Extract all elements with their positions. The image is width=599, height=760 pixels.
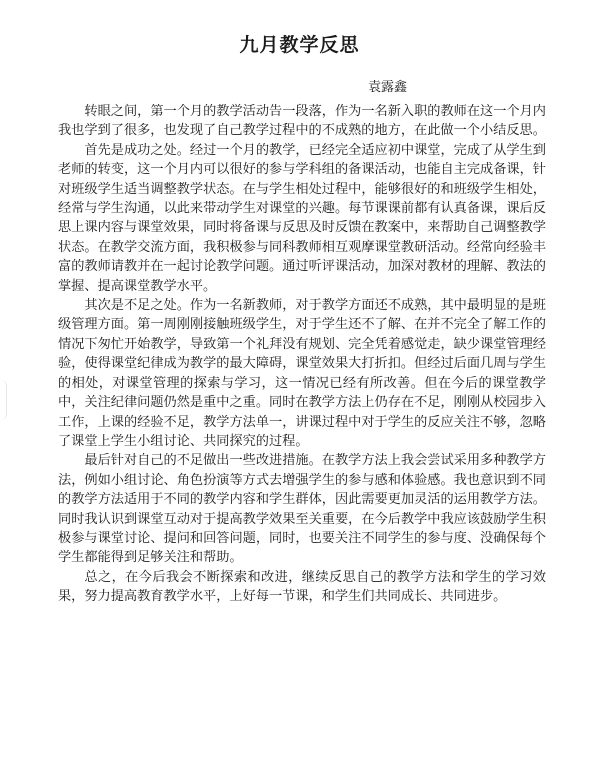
document-title: 九月教学反思 — [239, 34, 360, 56]
document-author: 袁露鑫 — [368, 80, 408, 95]
paragraph-improvements: 最后针对自己的不足做出一些改进措施。在教学方法上我会尝试采用多种教学方法，例如小组讨论、角色扮演等方式去增强学生的参与感和体验感。我也意识到不同的教学方法适用于不同的教学内容和学生群体，因此需要更加灵活的运用教学方法。同时我认识到课堂互动对于提高教学效果至关重要，在今后教学中我应该鼓励学生积极参与课堂讨论、提问和回答问题，同时，也要关注不同学生的参与度、没确保每个学生都能得到足够关注和帮助。 — [58, 453, 546, 566]
page-edge-mark — [0, 380, 7, 420]
document-body — [58, 102, 546, 607]
paragraph-intro: 转眼之间，第一个月的教学活动告一段落，作为一名新入职的教师在这一个月内我也学到了很多，也发现了自己教学过程中的不成熟的地方，在此做一个小结反思。 — [58, 104, 546, 139]
paragraph-successes: 首先是成功之处。经过一个月的教学，已经完全适应初中课堂，完成了从学生到老师的转变，这一个月内可以很好的参与学科组的备课活动，也能自主完成备课，针对班级学生适当调整教学状态。在与学生相处过程中，能够很好的和班级学生相处，经常与学生沟通，以此来带动学生对课堂的兴趣。每节课课前都有认真备课，课后反思上课内容与课堂效果，同时将备课与反思及时反馈在教案中，来帮助自己调整教学状态。在教学交流方面，我积极参与同科教师相互观摩课堂教研活动。经常向经验丰富的教师请教并在一起讨论教学问题。通过听评课活动，加深对教材的理解、教法的掌握、提高课堂教学水平。 — [58, 142, 546, 294]
paragraph-shortcomings: 其次是不足之处。作为一名新教师，对于教学方面还不成熟，其中最明显的是班级管理方面。第一周刚刚接触班级学生，对于学生还不了解、在并不完全了解工作的情况下匆忙开始教学，导致第一个礼拜没有规划、完全凭着感觉走，缺少课堂管理经验，使得课堂纪律成为教学的最大障碍，课堂效果大打折扣。但经过后面几周与学生的相处，对课堂管理的探索与学习，这一情况已经有所改善。但在今后的课堂教学中，关注纪律问题仍然是重中之重。同时在教学方法上仍存在不足，刚刚从校园步入工作，上课的经验不足，教学方法单一，讲课过程中对于学生的反应关注不够，忽略了课堂上学生小组讨论、共同探究的过程。 — [58, 298, 546, 449]
paragraph-conclusion: 总之，在今后我会不断探索和改进，继续反思自己的教学方法和学生的学习效果，努力提高教育教学水平，上好每一节课，和学生们共同成长、共同进步。 — [58, 569, 546, 605]
